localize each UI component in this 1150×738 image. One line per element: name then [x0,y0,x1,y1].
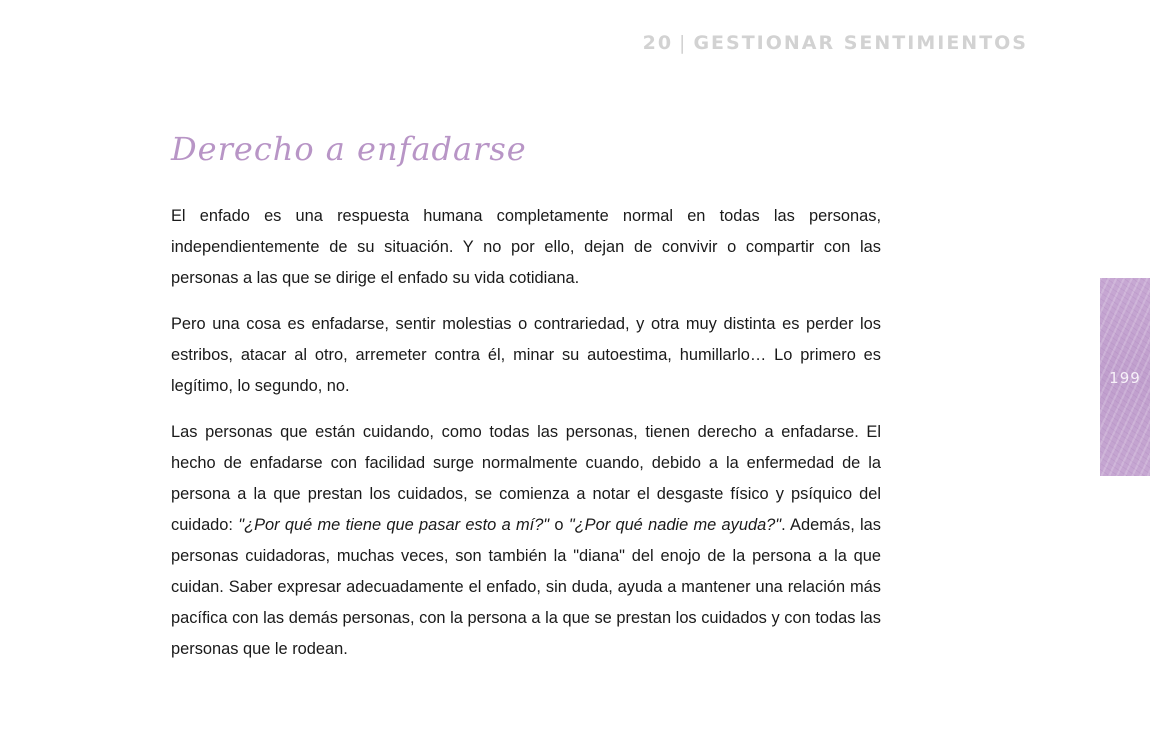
quote-why-me: "¿Por qué me tiene que pasar esto a mí?" [238,516,550,534]
body-text [171,201,881,680]
running-header [600,32,1028,54]
chapter-title: GESTIONAR SENTIMIENTOS [693,32,1028,54]
header-separator: | [679,32,688,54]
page-number-tab [1100,278,1150,476]
quote-nobody-helps: "¿Por qué nadie me ayuda?" [568,516,782,534]
paragraph-2: Pero una cosa es enfadarse, sentir molestias o contrariedad, y otra muy distinta es perder los estribos, atacar al otro, arremeter contra él, minar su autoestima, humillarlo… Lo primero es legítimo, lo segundo, no. [171,315,881,395]
paragraph-3-start: Las personas que están cuidando, como todas las personas, tienen derecho a enfadarse. El hecho de enfadarse con facilidad surge normalmente cuando, debido a la enfermedad de la persona a la que prestan los cuidados, se comienza a notar el desgaste físico y psíquico del cuidado: [171,423,881,534]
paragraph-3-conjunction: o [549,516,569,534]
paragraph-3-end: . Además, las personas cuidadoras, muchas veces, son también la "diana" del enojo de la persona a la que cuidan. Saber expresar adecuadamente el enfado, sin duda, ayuda a mantener una relación más pacífica con las demás personas, con la persona a la que se prestan los cuidados y con todas las personas que le rodean. [171,516,881,658]
paragraph-3 [171,417,881,665]
section-title: Derecho a enfadarse [171,130,527,168]
page-number: 199 [1109,369,1141,387]
paragraph-1: El enfado es una respuesta humana completamente normal en todas las personas, independientemente de su situación. Y no por ello, dejan de convivir o compartir con las personas a las que se dirige el enfado su vida cotidiana. [171,207,881,287]
chapter-number: 20 [642,32,674,54]
